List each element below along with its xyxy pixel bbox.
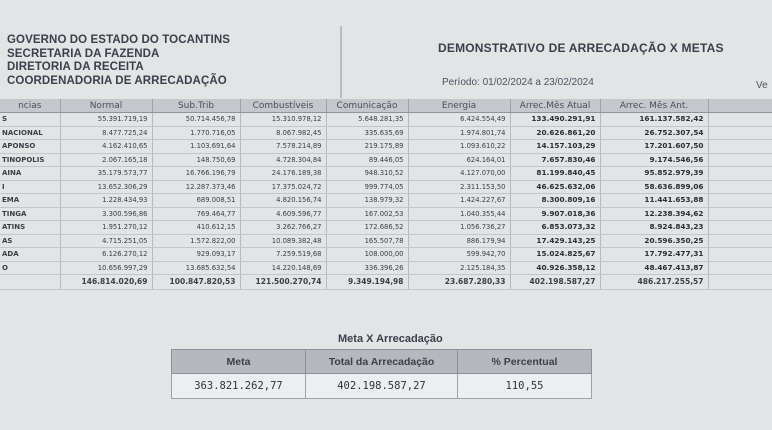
- table-row: [0, 167, 772, 181]
- column-header: Combustíveis: [240, 99, 326, 113]
- row-label: NACIONAL: [0, 126, 60, 140]
- comunicacao-cell: 165.507,78: [326, 234, 408, 248]
- arrec-mes-ant-cell: 161.137.582,42: [600, 113, 708, 127]
- org-line-secretariat: SECRETARIA DA FAZENDA: [7, 48, 160, 60]
- energia-cell: 2.311.153,50: [408, 180, 510, 194]
- empty-cell: [708, 275, 772, 290]
- sub-trib-cell: 16.766.196,79: [152, 167, 240, 181]
- total-energia: 23.687.280,33: [408, 275, 510, 290]
- row-label: EMA: [0, 194, 60, 208]
- sub-trib-cell: 13.685.632,54: [152, 261, 240, 275]
- comunicacao-cell: 948.310,52: [326, 167, 408, 181]
- report-title: DEMONSTRATIVO DE ARRECADAÇÃO X METAS: [438, 41, 724, 55]
- energia-cell: 624.164,01: [408, 153, 510, 167]
- combustiveis-cell: 10.089.382,48: [240, 234, 326, 248]
- normal-cell: 13.652.306,29: [60, 180, 152, 194]
- comunicacao-cell: 138.979,32: [326, 194, 408, 208]
- arrec-mes-ant-cell: 48.467.413,87: [600, 261, 708, 275]
- table-row: [0, 207, 772, 221]
- organization-header: [0, 28, 340, 90]
- energia-cell: 2.125.184,35: [408, 261, 510, 275]
- row-label: ADA: [0, 248, 60, 262]
- arrec-mes-ant-cell: 58.636.899,06: [600, 180, 708, 194]
- column-header: ncias: [0, 99, 60, 113]
- table-row: [0, 194, 772, 208]
- column-header: Arrec. Mês Ant.: [600, 99, 708, 113]
- row-label: AS: [0, 234, 60, 248]
- empty-cell: [708, 194, 772, 208]
- table-total-row: [0, 275, 772, 290]
- total-arrec-mes-atual: 402.198.587,27: [510, 275, 600, 290]
- empty-cell: [708, 167, 772, 181]
- table-row: [0, 140, 772, 154]
- arrec-mes-atual-cell: 15.024.825,67: [510, 248, 600, 262]
- comunicacao-cell: 336.396,26: [326, 261, 408, 275]
- arrec-mes-ant-cell: 26.752.307,54: [600, 126, 708, 140]
- comunicacao-cell: 172.686,52: [326, 221, 408, 235]
- arrec-mes-ant-cell: 8.924.843,23: [600, 221, 708, 235]
- arrec-mes-atual-cell: 46.625.632,06: [510, 180, 600, 194]
- energia-cell: 6.424.554,49: [408, 113, 510, 127]
- row-label: S: [0, 113, 60, 127]
- row-label: ATINS: [0, 221, 60, 235]
- row-label: TINOPOLIS: [0, 153, 60, 167]
- arrec-mes-atual-cell: 6.853.073,32: [510, 221, 600, 235]
- table-row: [0, 113, 772, 127]
- combustiveis-cell: 7.578.214,89: [240, 140, 326, 154]
- summary-value-row: [172, 374, 592, 399]
- arrec-mes-atual-cell: 14.157.103,29: [510, 140, 600, 154]
- table-header-row: [0, 99, 772, 113]
- energia-cell: 599.942,70: [408, 248, 510, 262]
- arrec-mes-atual-cell: 81.199.840,45: [510, 167, 600, 181]
- energia-cell: 886.179,94: [408, 234, 510, 248]
- comunicacao-cell: 108.000,00: [326, 248, 408, 262]
- arrec-mes-ant-cell: 95.852.979,39: [600, 167, 708, 181]
- table-row: [0, 153, 772, 167]
- summary-value-percent: 110,55: [458, 374, 592, 399]
- summary-value-total: 402.198.587,27: [306, 374, 458, 399]
- combustiveis-cell: 24.176.189,38: [240, 167, 326, 181]
- normal-cell: 4.162.410,65: [60, 140, 152, 154]
- column-header: Arrec.Mês Atual: [510, 99, 600, 113]
- comunicacao-cell: 89.446,05: [326, 153, 408, 167]
- energia-cell: 1.093.610,22: [408, 140, 510, 154]
- summary-header-row: [172, 350, 592, 374]
- row-label: TINGA: [0, 207, 60, 221]
- empty-cell: [708, 221, 772, 235]
- energia-cell: 1.424.227,67: [408, 194, 510, 208]
- total-normal: 146.814.020,69: [60, 275, 152, 290]
- combustiveis-cell: 3.262.766,27: [240, 221, 326, 235]
- total-comunicacao: 9.349.194,98: [326, 275, 408, 290]
- org-line-coordination: COORDENADORIA DE ARRECADAÇÃO: [7, 75, 227, 87]
- total-sub-trib: 100.847.820,53: [152, 275, 240, 290]
- arrec-mes-ant-cell: 9.174.546,56: [600, 153, 708, 167]
- energia-cell: 4.127.070,00: [408, 167, 510, 181]
- sub-trib-cell: 1.103.691,64: [152, 140, 240, 154]
- table-body: [0, 113, 772, 290]
- comunicacao-cell: 335.635,69: [326, 126, 408, 140]
- column-header: Energia: [408, 99, 510, 113]
- column-header: Normal: [60, 99, 152, 113]
- table-row: [0, 221, 772, 235]
- table-row: [0, 234, 772, 248]
- combustiveis-cell: 4.728.304,84: [240, 153, 326, 167]
- column-header: Comunicação: [326, 99, 408, 113]
- summary-header-meta: Meta: [172, 350, 306, 374]
- arrec-mes-ant-cell: 12.238.394,62: [600, 207, 708, 221]
- normal-cell: 10.656.997,29: [60, 261, 152, 275]
- summary-table: [171, 349, 592, 399]
- normal-cell: 35.179.573,77: [60, 167, 152, 181]
- arrec-mes-atual-cell: 17.429.143,25: [510, 234, 600, 248]
- normal-cell: 1.228.434,93: [60, 194, 152, 208]
- org-line-directorate: DIRETORIA DA RECEITA: [7, 61, 144, 73]
- arrec-mes-atual-cell: 133.490.291,91: [510, 113, 600, 127]
- table-row: [0, 261, 772, 275]
- summary-title: Meta X Arrecadação: [338, 333, 443, 345]
- empty-cell: [708, 126, 772, 140]
- empty-cell: [708, 234, 772, 248]
- table-row: [0, 126, 772, 140]
- energia-cell: 1.056.736,27: [408, 221, 510, 235]
- summary-value-meta: 363.821.262,77: [172, 374, 306, 399]
- row-label: O: [0, 261, 60, 275]
- total-combustiveis: 121.500.270,74: [240, 275, 326, 290]
- empty-cell: [708, 113, 772, 127]
- comunicacao-cell: 167.002,53: [326, 207, 408, 221]
- normal-cell: 55.391.719,19: [60, 113, 152, 127]
- arrec-mes-atual-cell: 8.300.809,16: [510, 194, 600, 208]
- combustiveis-cell: 8.067.982,45: [240, 126, 326, 140]
- empty-cell: [708, 140, 772, 154]
- empty-cell: [708, 248, 772, 262]
- arrec-mes-ant-cell: 17.201.607,50: [600, 140, 708, 154]
- total-arrec-mes-ant: 486.217.255,57: [600, 275, 708, 290]
- arrec-mes-atual-cell: 9.907.018,36: [510, 207, 600, 221]
- row-label: AINA: [0, 167, 60, 181]
- header-divider: [340, 26, 342, 98]
- combustiveis-cell: 15.310.978,12: [240, 113, 326, 127]
- sub-trib-cell: 1.770.716,05: [152, 126, 240, 140]
- empty-cell: [708, 180, 772, 194]
- comunicacao-cell: 5.648.281,35: [326, 113, 408, 127]
- normal-cell: 8.477.725,24: [60, 126, 152, 140]
- normal-cell: 4.715.251,05: [60, 234, 152, 248]
- combustiveis-cell: 14.220.148,69: [240, 261, 326, 275]
- row-label: I: [0, 180, 60, 194]
- arrec-mes-atual-cell: 40.926.358,12: [510, 261, 600, 275]
- total-label: [0, 275, 60, 290]
- table-row: [0, 248, 772, 262]
- arrec-mes-ant-cell: 11.441.653,88: [600, 194, 708, 208]
- summary-header-percent: % Percentual: [458, 350, 592, 374]
- normal-cell: 2.067.165,18: [60, 153, 152, 167]
- combustiveis-cell: 7.259.519,68: [240, 248, 326, 262]
- sub-trib-cell: 410.612,15: [152, 221, 240, 235]
- arrec-mes-atual-cell: 7.657.830,46: [510, 153, 600, 167]
- table-row: [0, 180, 772, 194]
- empty-cell: [708, 261, 772, 275]
- normal-cell: 1.951.270,12: [60, 221, 152, 235]
- sub-trib-cell: 50.714.456,78: [152, 113, 240, 127]
- energia-cell: 1.040.355,44: [408, 207, 510, 221]
- energia-cell: 1.974.801,74: [408, 126, 510, 140]
- sub-trib-cell: 929.093,17: [152, 248, 240, 262]
- arrec-mes-atual-cell: 20.626.861,20: [510, 126, 600, 140]
- combustiveis-cell: 4.820.156,74: [240, 194, 326, 208]
- revenue-table: [0, 99, 772, 290]
- org-line-government: GOVERNO DO ESTADO DO TOCANTINS: [7, 34, 231, 46]
- normal-cell: 3.300.596,86: [60, 207, 152, 221]
- sub-trib-cell: 1.572.822,00: [152, 234, 240, 248]
- empty-cell: [708, 207, 772, 221]
- column-header: Sub.Trib: [152, 99, 240, 113]
- arrec-mes-ant-cell: 20.596.350,25: [600, 234, 708, 248]
- sub-trib-cell: 769.464,77: [152, 207, 240, 221]
- sub-trib-cell: 689.008,51: [152, 194, 240, 208]
- arrec-mes-ant-cell: 17.792.477,31: [600, 248, 708, 262]
- sub-trib-cell: 148.750,69: [152, 153, 240, 167]
- comunicacao-cell: 999.774,05: [326, 180, 408, 194]
- summary-header-total: Total da Arrecadação: [306, 350, 458, 374]
- sub-trib-cell: 12.287.373,46: [152, 180, 240, 194]
- empty-cell: [708, 153, 772, 167]
- row-label: APONSO: [0, 140, 60, 154]
- normal-cell: 6.126.270,12: [60, 248, 152, 262]
- combustiveis-cell: 4.609.596,77: [240, 207, 326, 221]
- combustiveis-cell: 17.375.024,72: [240, 180, 326, 194]
- comunicacao-cell: 219.175,89: [326, 140, 408, 154]
- report-period: Período: 01/02/2024 a 23/02/2024: [442, 77, 594, 88]
- header-cut-text: Ve: [756, 80, 768, 91]
- column-header-empty: [708, 99, 772, 113]
